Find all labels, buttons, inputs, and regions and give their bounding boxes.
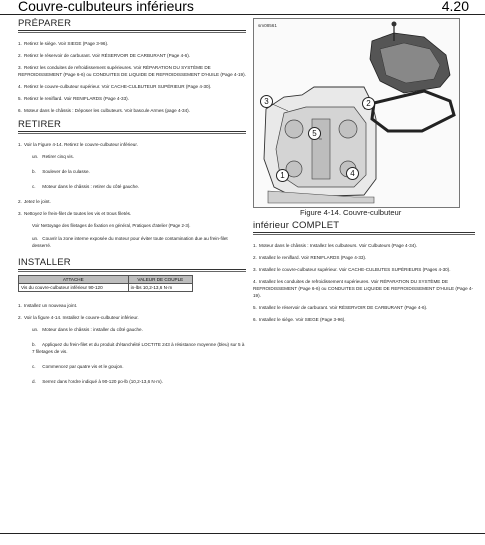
retirer-step-3-note: Voir Nettoyage des filetages de fixation en général, Pratiques d'atelier (Page 2-3). (32, 223, 191, 228)
installer-substep-b: b. Appliquez du frein-filet et du produit d'étanchéité LOCTITE 243 à résistance moyenne (bleu) sur 5 à 7 filetages de vis. (32, 342, 245, 354)
retirer-substep-c: c. Moteur dans le châssis : retirer du côté gauche. (32, 184, 140, 189)
figure-rocker-cover (253, 18, 460, 208)
installer-step-2: 2. Voir la figure 4-14. Installez le couvre-culbuteur inférieur. (18, 315, 139, 320)
complet-step-6: 6. Installez le siège. Voir SIEGE (Page 3-96). (253, 317, 346, 322)
callout-4: 4 (346, 167, 359, 180)
figure-id: sm08561 (258, 23, 277, 28)
retirer-step-3-substep: un. Couvrir la zone interne exposée du moteur pour éviter toute contamination due au frein-filet desserré. (32, 236, 228, 248)
figure-caption: Figure 4-14. Couvre-culbuteur (300, 208, 402, 217)
section-retirer-title: RETIRER (18, 119, 246, 132)
page-title: Couvre-culbuteurs inférieurs (18, 0, 194, 14)
installer-substep-a: un. Moteur dans le châssis : installer du côté gauche. (32, 327, 143, 332)
retirer-step-2: 2. Jetez le joint. (18, 199, 51, 204)
footer-rule (0, 533, 485, 534)
retirer-step-1: 1. Voir la Figure 4-14. Retirez le couvre-culbuteur inférieur. (18, 142, 138, 147)
callout-1: 1 (276, 169, 289, 182)
callout-3: 3 (260, 95, 273, 108)
right-column (253, 220, 475, 328)
page-header (0, 0, 485, 15)
complet-step-5: 5. Installez le réservoir de carburant. Voir RÉSERVOIR DE CARBURANT (Page 4-6). (253, 305, 428, 310)
complet-step-2: 2. Installez le reniflard. Voir RENIFLARDS (Page 4-33). (253, 255, 367, 260)
torque-table-cell-fastener: Vis du couvre-culbuteur inférieur 90-120 (19, 284, 129, 292)
installer-substep-d: d. Serrez dans l'ordre indiqué à 90-120 po-lb (10,2-13,6 N·m). (32, 379, 163, 384)
preparer-step-6: 6. Moteur dans le châssis : Déposer les culbuteurs. Voir bascule Armes (page 4-34). (18, 108, 190, 113)
retirer-substep-a: un. Retirer cinq vis. (32, 154, 74, 159)
torque-table-cell-value: in-lbs 10,2-13,6 N·m (128, 284, 192, 292)
torque-table-header-attache: ATTACHE (19, 276, 129, 284)
complet-step-1: 1. Moteur dans le châssis : Installez les culbuteurs. Voir Culbuteurs (Page 4-34). (253, 243, 418, 248)
left-column (18, 18, 246, 393)
preparer-step-2: 2. Retirez le réservoir de carburant. Voir RÉSERVOIR DE CARBURANT (Page 4-6). (18, 53, 191, 58)
callout-2: 2 (362, 97, 375, 110)
callout-5: 5 (308, 127, 321, 140)
complet-step-3: 3. Installez le couvre-culbuteur supérieur. Voir CACHE-CULBUTES SUPÉRIEURS (Pages 4-30). (253, 267, 451, 272)
torque-table (18, 275, 193, 292)
installer-substep-c: c. Commencez par quatre vis et le goujon. (32, 364, 124, 369)
preparer-step-3: 3. Retirez les conduites de refroidissement supérieures. Voir RÉPARATION DU SYSTÈME DE REFROIDISSEMENT (Page 6-6) ou CONDUITES DE LIQUIDE DE REFROIDISSEMENT D'HUILE (Page 4-19). (18, 65, 246, 77)
preparer-step-5: 5. Retirez le reniflard. Voir RENIFLARDS (Page 4-33). (18, 96, 129, 101)
complet-step-4: 4. Installez les conduites de refroidissement supérieures. Voir RÉPARATION DU SYSTÈME DE REFROIDISSEMENT (Page 6-6) ou CONDUITES DE LIQUIDE DE REFROIDISSEMENT D'HUILE (Page 4-19). (253, 279, 473, 298)
retirer-step-3: 3. Nettoyez le frein-filet de toutes les vis et trous filetés. (18, 211, 132, 216)
torque-table-header-couple: VALEUR DE COUPLE (128, 276, 192, 284)
section-preparer-title: PRÉPARER (18, 18, 246, 31)
section-installer-title: INSTALLER (18, 257, 246, 270)
table-row (19, 284, 193, 292)
installer-step-1: 1. Installez un nouveau joint. (18, 303, 78, 308)
retirer-substep-b: b. Soulever de la culasse. (32, 169, 90, 174)
preparer-step-1: 1. Retirez le siège. Voir SIEGE (Page 3-96). (18, 41, 109, 46)
preparer-step-4: 4. Retirez le couvre-culbuteur supérieur. Voir CACHE-CULBUTEUR SUPÉRIEUR (Page 4-30). (18, 84, 212, 89)
section-complet-title: inférieur COMPLET (253, 220, 475, 233)
page-number: 4.20 (441, 0, 469, 14)
